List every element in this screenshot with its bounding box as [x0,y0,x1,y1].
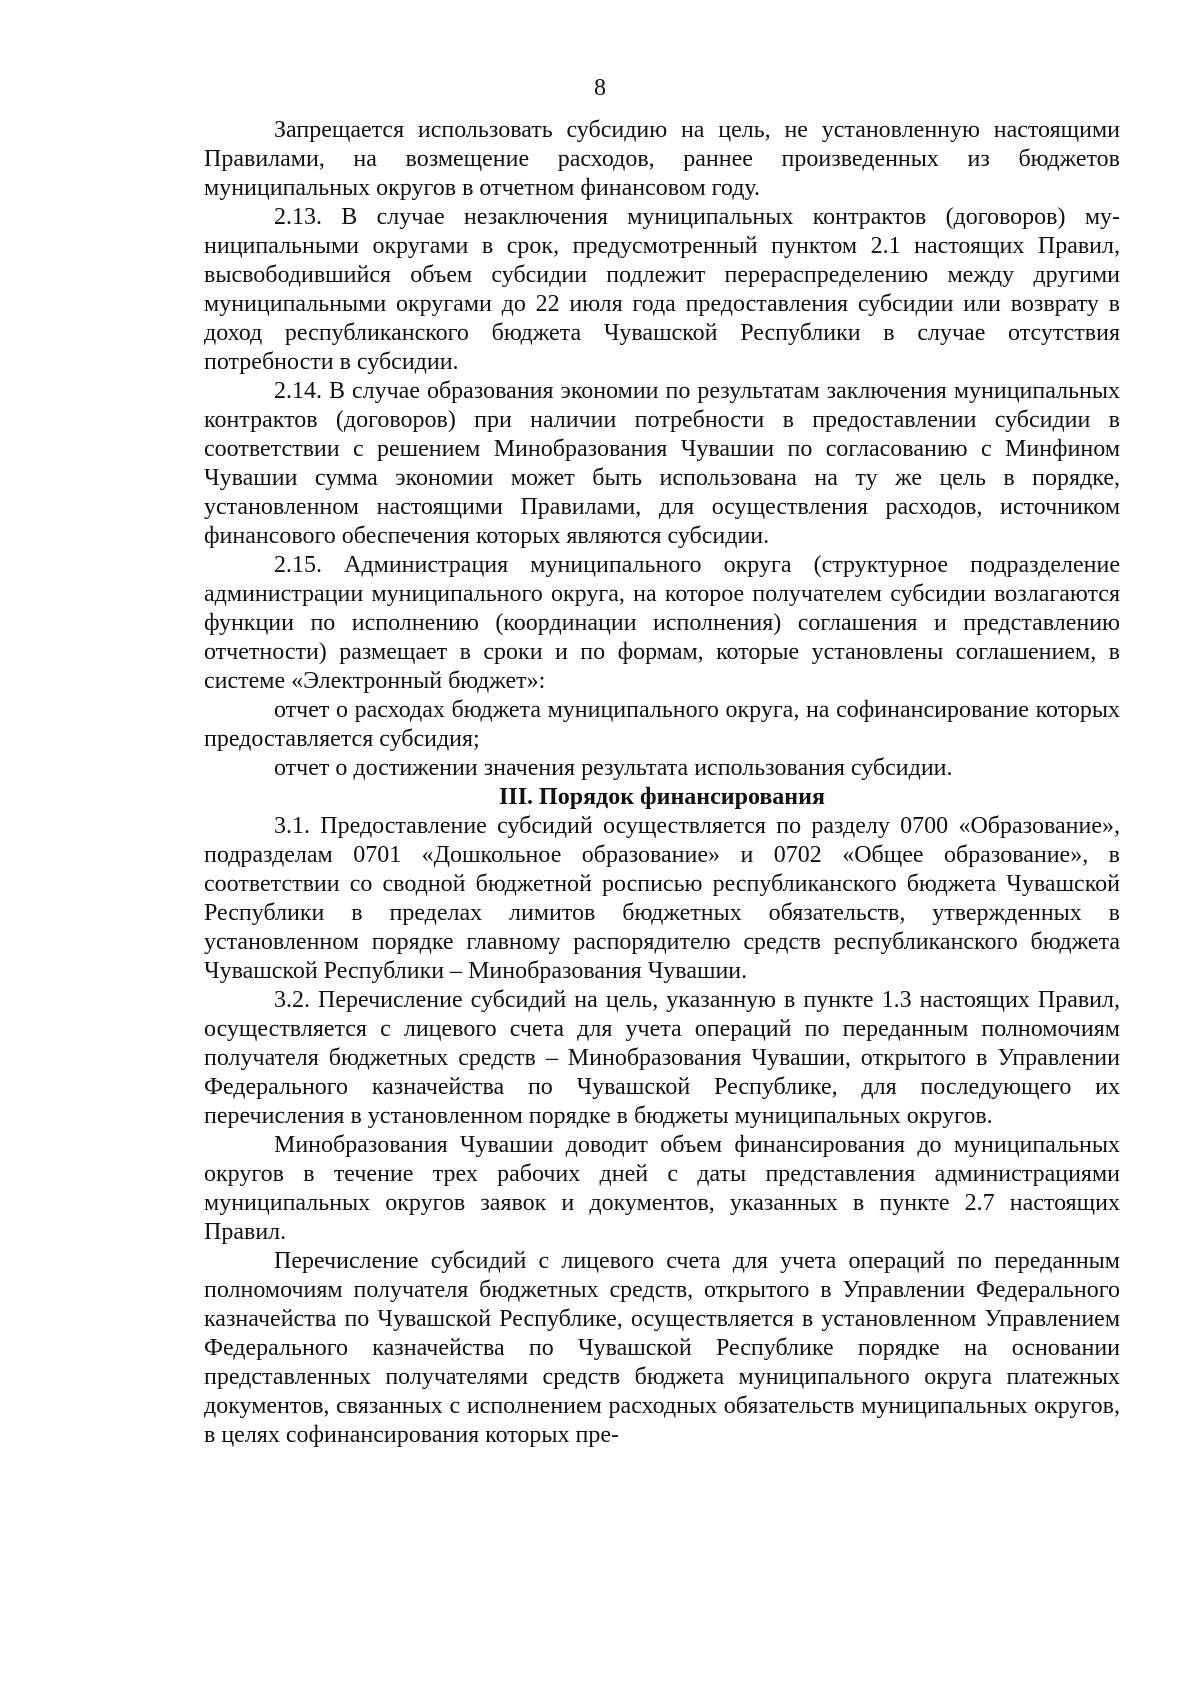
paragraph-subsidy-transfer: Перечисление субсидий с лицевого счета для учета операций по переданным полномочиям получателя бюджетных средств, открытого в Управлении Федерального казначейства по Чувашской Республике, осуществляется в установленном Управлением Федерального казначейства по Чувашской Республике порядке на основании представленных получателями средств бюджета муниципального округа платежных документов, связанных с исполнением расходных обязательств муниципальных округов, в целях софинансирования которых пре- [204,1248,1120,1448]
paragraph-prohibition: Запрещается использовать субсидию на цель, не установленную настоящими Правилами, на возмещение расходов, раннее произведенных из бюджетов муниципальных округов в отчетном финансовом году. [204,117,1120,201]
paragraph-expense-report: отчет о расходах бюджета муниципального округа, на софинансирование которых предоставляется субсидия; [204,697,1120,752]
paragraph-3-1: 3.1. Предоставление субсидий осуществляется по разделу 0700 «Образование», подразделам 0701 «Дошкольное образование» и 0702 «Общее образование», в соответствии со сводной бюджетной росписью республиканского бюджета Чувашской Республики в пределах лимитов бюджетных обязательств, утвержденных в установленном порядке главному распорядителю средств республиканского бюджета Чувашской Республики – Минобразования Чувашии. [204,813,1120,984]
paragraph-2-14: 2.14. В случае образования экономии по результатам заключения муниципальных контрактов (договоров) при наличии потребности в предоставлении субсидии в соответствии с решением Минобразования Чувашии по согласованию с Минфином Чувашии сумма экономии может быть использована на ту же цель в порядке, установленном настоящими Правилами, для осуществления расходов, источником финансового обеспечения которых являются субсидии. [204,378,1120,549]
paragraph-funding-delivery: Минобразования Чувашии доводит объем финансирования до муниципальных округов в течение трех рабочих дней с даты представления администрациями муниципальных округов заявок и документов, указанных в пункте 2.7 настоящих Правил. [204,1132,1120,1245]
section-heading: III. Порядок финансирования [499,784,825,810]
paragraph-3-2: 3.2. Перечисление субсидий на цель, указанную в пункте 1.3 настоящих Правил, осуществляется с лицевого счета для учета операций по переданным полномочиям получателя бюджетных средств – Минобразования Чувашии, открытого в Управлении Федерального казначейства по Чувашской Республике, для последующего их перечисления в установленном порядке в бюджеты муниципальных округов. [204,987,1120,1129]
paragraph-result-report: отчет о достижении значения результата использования субсидии. [274,755,953,781]
document-body [204,116,1120,1450]
paragraph-2-15: 2.15. Администрация муниципального округа (структурное подразделение администрации муниципального округа, на которое получателем субсидии возлагаются функции по исполнению (координации исполнения) соглашения и представлению отчетности) размещает в сроки и по формам, которые установлены соглашением, в системе «Электронный бюджет»: [204,552,1120,694]
page-number: 8 [594,75,606,101]
paragraph-2-13: 2.13. В случае незаключения муниципальных контрактов (договоров) муниципальными округами в срок, предусмотренный пунктом 2.1 настоящих Правил, высвободившийся объем субсидии подлежит перераспределению между другими муниципальными округами до 22 июля года предоставления субсидии или возврату в доход республиканского бюджета Чувашской Республики в случае отсутствия потребности в субсидии. [204,204,1120,375]
